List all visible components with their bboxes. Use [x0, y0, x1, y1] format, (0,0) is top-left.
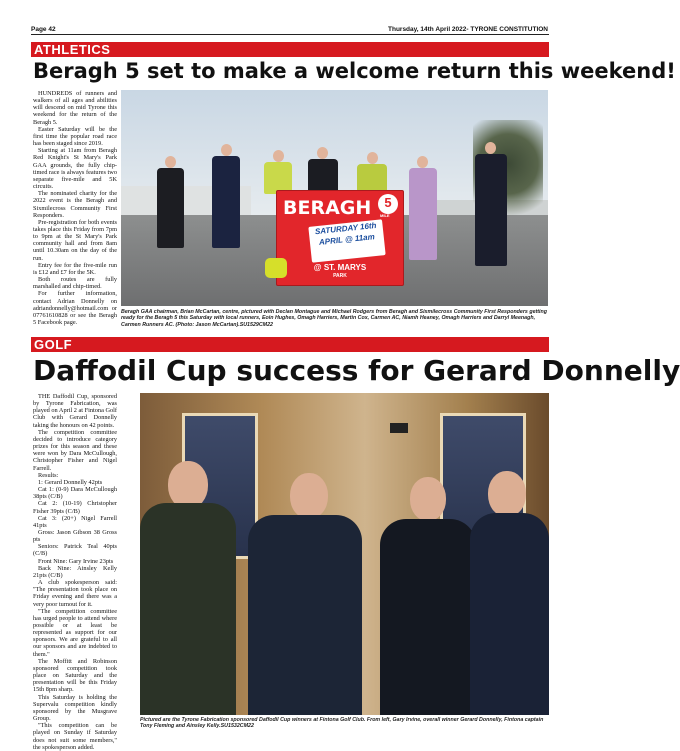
- article-paragraph: 1: Gerard Donnelly 42pts: [38, 478, 103, 486]
- sign-brand: BERAGH: [283, 197, 372, 219]
- article-paragraph: Gross: Jason Gibson 38 Gross pts: [33, 528, 117, 544]
- runner: [212, 156, 240, 248]
- golfer-head: [488, 471, 526, 517]
- athletics-photo: [121, 90, 548, 306]
- person-head: [367, 152, 378, 164]
- article-paragraph: Starting at 11am from Beragh Red Knight's St Mary's Park GAA grounds, the fully chip-timed race is always features two separate five-mile and 5K circuits.: [33, 147, 117, 191]
- article-paragraph: This Saturday is holding the Supervalu competition kindly sponsored by the Musgrave Group.: [33, 693, 117, 723]
- page-number: Page 42: [31, 26, 56, 33]
- article-paragraph: Both routes are fully marshalled and chip-timed.: [33, 276, 117, 291]
- person-head: [273, 150, 284, 162]
- article-paragraph: Entry fee for the five-mile run is £12 and £7 for the 5K.: [33, 261, 117, 276]
- article-paragraph: A club spokesperson said: "The presentation took place on Friday evening and there was a very poor turnout for it.: [33, 579, 117, 608]
- section-label-golf: GOLF: [34, 337, 73, 352]
- article-paragraph: Pre-registration for both events takes place this Friday from 7pm to 9pm at the St Mary's Park community hall and from 8am until 10.30am on the day of the run.: [33, 218, 117, 262]
- runner: [409, 168, 437, 260]
- chairman: [308, 159, 338, 193]
- article-paragraph: Cat 1: (0-9) Dara McCullough 38pts (C/B): [33, 486, 117, 501]
- runner: [157, 168, 184, 248]
- sign-date-line1: SATURDAY 16th: [314, 220, 377, 237]
- golfer-head: [290, 473, 328, 519]
- sign-location-line2: PARK: [333, 273, 347, 279]
- publication-line: Thursday, 14th April 2022- TYRONE CONSTITUTION: [388, 26, 548, 33]
- runner-head: [485, 142, 496, 154]
- article-paragraph: "This competition can be played on Sunday if Saturday does not suit some members," the spokesperson added.: [33, 722, 117, 751]
- captain-tony-fleming: [380, 519, 476, 715]
- sign-location-line1: @ ST. MARYS: [313, 263, 367, 272]
- article-paragraph: The nominated charity for the 2022 event is the Beragh and Sixmilecross Community First Responders.: [33, 190, 117, 219]
- sign-badge: [378, 194, 398, 214]
- golf-headline: Daffodil Cup success for Gerard Donnelly: [33, 354, 680, 387]
- article-paragraph: Seniors: Patrick Teal 40pts (C/B): [33, 543, 117, 558]
- sign-location: [277, 263, 403, 281]
- article-paragraph: Cat 3: (20+) Nigel Farrell 41pts: [33, 514, 117, 529]
- article-paragraph: Results:: [38, 471, 59, 479]
- runner-head: [165, 156, 176, 168]
- sign-badge-sub: MILE: [380, 213, 390, 218]
- sign-badge-number: 5: [384, 195, 392, 210]
- section-bar-athletics: [31, 42, 549, 57]
- beragh-5-sign: [276, 190, 404, 286]
- section-bar-golf: [31, 337, 549, 352]
- golfer-head: [168, 461, 208, 509]
- header-rule: [31, 34, 549, 35]
- golf-photo: [140, 393, 549, 715]
- sign-date: [308, 219, 385, 263]
- article-paragraph: Easter Saturday will be the first time the popular road race has been staged since 2019.: [33, 125, 117, 148]
- lamp: [390, 423, 408, 433]
- runner: [475, 154, 507, 266]
- runner-head: [221, 144, 232, 156]
- section-label-athletics: ATHLETICS: [34, 42, 111, 57]
- article-paragraph: Front Nine: Gary Irvine 23pts: [38, 557, 114, 565]
- golfer-ainsley-kelly: [470, 513, 549, 715]
- person-head: [317, 147, 328, 159]
- article-paragraph: The competition committee decided to introduce category prizes for this season and these were won by Dara McCullough, Christopher Fisher and Nigel Farrell.: [33, 428, 117, 472]
- golf-article-body: [33, 393, 117, 751]
- athletics-photo-caption: Beragh GAA chairman, Brian McCartan, centre, pictured with Declan Montague and Michael Rodgers from Beragh and Sixmilecross Community First Responders getting ready for the Beragh 5 this Saturday with local runners, Eoin Hughes, Omagh Harriers, Martin Cox, Carmen AC, Niamh Heaney, Omagh Harriers and Darryl Meenagh, Carmen Runners AC. (Photo: Jason McCartan).SU1529CM22: [121, 309, 547, 328]
- sign-date-line2: APRIL @ 11am: [318, 232, 376, 247]
- article-paragraph: For further information, contact Adrian Donnelly on adriandonnelly@hotmail.com or 07761610828 or see the Beragh 5 Facebook page.: [33, 290, 117, 326]
- golfer-gerard-donnelly: [248, 515, 362, 715]
- article-paragraph: "The competition committee has urged people to attend where possible or at least be represented as support for our sponsors. We are grateful to all our sponsors and are indebted to them.": [33, 607, 117, 658]
- golfer-gary-irvine: [140, 503, 236, 715]
- article-paragraph: HUNDREDS of runners and walkers of all ages and abilities will descend on mid Tyrone this weekend for the return of the Beragh 5.: [33, 90, 117, 126]
- page-header: [0, 0, 580, 34]
- article-paragraph: Back Nine: Ainsley Kelly 21pts (C/B): [33, 564, 117, 579]
- golf-photo-caption: Pictured are the Tyrone Fabrication sponsored Daffodil Cup winners at Fintona Golf Club. From left, Gary Irvine, overall winner Gerard Donnelly, Fintona captain Tony Fleming and Ainsley Kelly.SU1532CM22: [140, 717, 544, 730]
- athletics-headline: Beragh 5 set to make a welcome return this weekend!: [33, 59, 676, 83]
- article-paragraph: THE Daffodil Cup, sponsored by Tyrone Fabrication, was played on April 2 at Fintona Golf Club with Gerard Donnelly taking the honours on 42 points.: [33, 393, 117, 429]
- article-paragraph: The Moffitt and Robinson sponsored competition took place on Saturday and the presentation will be this Friday 15th 8pm sharp.: [33, 657, 117, 694]
- golfer-head: [410, 477, 446, 521]
- runner-head: [417, 156, 428, 168]
- article-paragraph: Cat 2: (10-19) Christopher Fisher 39pts (C/B): [33, 500, 117, 515]
- backpack: [265, 258, 287, 278]
- athletics-article-body: [33, 90, 117, 327]
